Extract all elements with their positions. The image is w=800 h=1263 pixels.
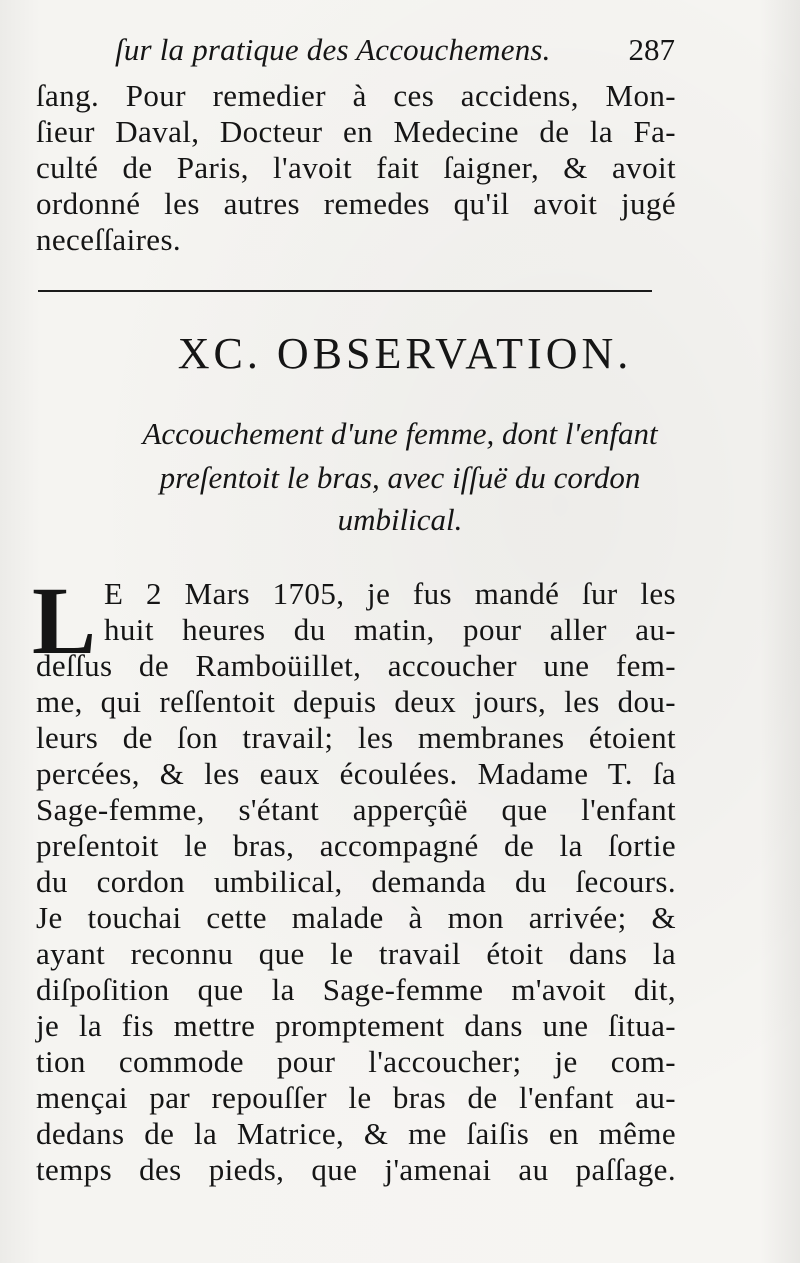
body-line: percées, & les eaux écoulées. Madame T. ſa xyxy=(36,756,676,791)
paragraph-line: ordonné les autres remedes qu'il avoit jugé xyxy=(36,186,676,221)
paragraph-line: ſang. Pour remedier à ces accidens, Mon- xyxy=(36,78,676,113)
body-line: mençai par repouſſer le bras de l'enfant au- xyxy=(36,1080,676,1115)
body-line: Je touchai cette malade à mon arrivée; & xyxy=(36,900,676,935)
body-line: du cordon umbilical, demanda du ſecours. xyxy=(36,864,676,899)
running-head xyxy=(115,32,675,72)
paragraph-line: culté de Paris, l'avoit fait ſaigner, & avoit xyxy=(36,150,676,185)
body-line: Sage-femme, s'étant apperçûë que l'enfant xyxy=(36,792,676,827)
body-line: E 2 Mars 1705, je fus mandé ſur les xyxy=(104,576,676,611)
body-line: diſpoſition que la Sage-femme m'avoit dit, xyxy=(36,972,676,1007)
body-line: ayant reconnu que le travail étoit dans la xyxy=(36,936,676,971)
subtitle-line: Accouchement d'une femme, dont l'enfant xyxy=(142,416,658,451)
body-line: preſentoit le bras, accompagné de la ſortie xyxy=(36,828,676,863)
subtitle-line: umbilical. xyxy=(337,502,463,537)
body-line: huit heures du matin, pour aller au- xyxy=(104,612,676,647)
running-title: ſur la pratique des Accouchemens. xyxy=(115,32,551,67)
body-line: deſſus de Ramboüillet, accoucher une fem- xyxy=(36,648,676,683)
body-line: je la fis mettre promptement dans une ſitua- xyxy=(36,1008,676,1043)
body-line: me, qui reſſentoit depuis deux jours, les dou- xyxy=(36,684,676,719)
body-line: leurs de ſon travail; les membranes étoient xyxy=(36,720,676,755)
subtitle-line: preſentoit le bras, avec iſſuë du cordon xyxy=(159,460,641,495)
body-line: temps des pieds, que j'amenai au paſſage. xyxy=(36,1152,676,1187)
paragraph-line: neceſſaires. xyxy=(36,222,182,257)
drop-cap: L xyxy=(32,567,97,674)
body-line: tion commode pour l'accoucher; je com- xyxy=(36,1044,676,1079)
page-number: 287 xyxy=(628,32,675,67)
paragraph-line: ſieur Daval, Docteur en Medecine de la Fa- xyxy=(36,114,676,149)
observation-title: XC. OBSERVATION. xyxy=(177,329,633,378)
section-divider xyxy=(38,290,652,292)
body-line: dedans de la Matrice, & me ſaiſis en même xyxy=(36,1116,676,1151)
